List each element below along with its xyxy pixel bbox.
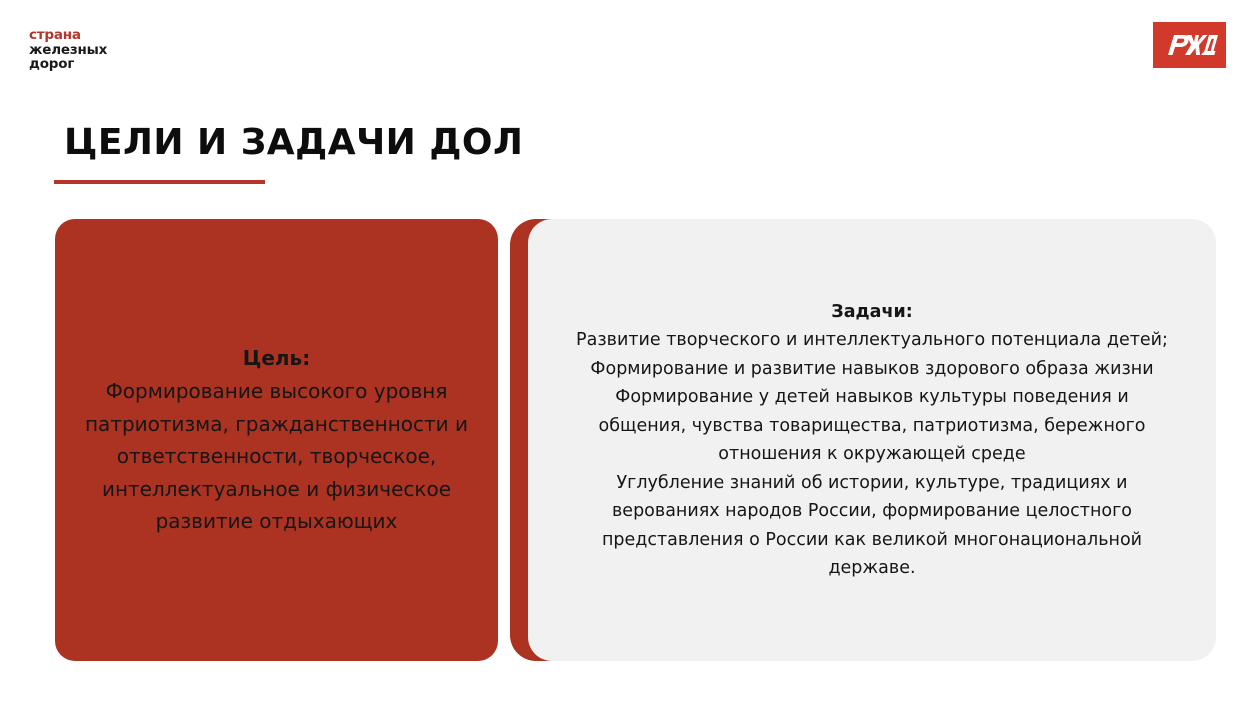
goal-line: развитие отдыхающих [155, 509, 398, 534]
tasks-heading: Задачи: [831, 301, 913, 322]
goal-card [55, 219, 498, 661]
goal-line: патриотизма, гражданственности и [84, 411, 469, 436]
brand-line-3: дорог [29, 56, 75, 72]
goal-heading: Цель: [242, 346, 311, 371]
goal-line: ответственности, творческое, [116, 444, 437, 469]
tasks-line: представления о России как великой многонациональной [601, 529, 1143, 550]
tasks-line: Развитие творческого и интеллектуального потенциала детей; [576, 330, 1168, 350]
tasks-line: верованиях народов России, формирование целостного [611, 501, 1133, 521]
goal-line: интеллектуальное и физическое [101, 476, 452, 501]
goal-line: Формирование высокого уровня [105, 379, 448, 404]
tasks-line: державе. [828, 558, 916, 578]
tasks-line: общения, чувства товарищества, патриотизма, бережного [598, 415, 1146, 436]
tasks-line: отношения к окружающей среде [718, 444, 1026, 464]
tasks-line: Формирование и развитие навыков здорового образа жизни [590, 358, 1154, 379]
rzd-logo [1153, 22, 1226, 68]
tasks-card [528, 219, 1216, 661]
brand-logo-text [29, 28, 107, 72]
tasks-line: Углубление знаний об истории, культуре, традициях и [616, 472, 1128, 493]
brand-line-2: железных [29, 41, 108, 58]
title-underline [54, 180, 265, 184]
brand-line-1: страна [29, 27, 81, 43]
goal-text [85, 375, 468, 538]
slide-title: ЦЕЛИ И ЗАДАЧИ ДОЛ [64, 122, 524, 163]
tasks-line: Формирование у детей навыков культуры поведения и [615, 387, 1129, 407]
rzd-logo-icon [1153, 22, 1226, 68]
